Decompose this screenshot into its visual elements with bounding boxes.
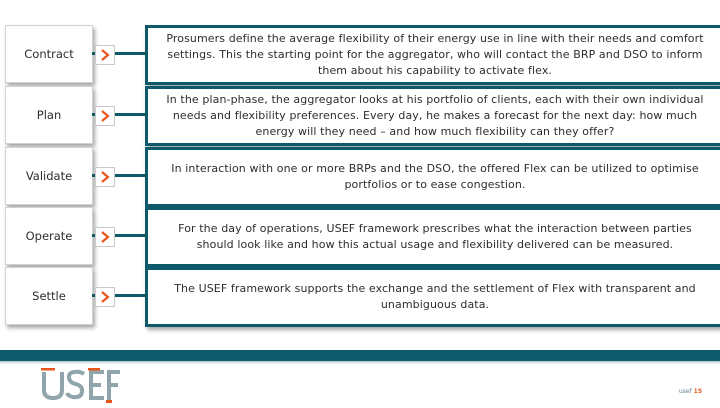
phase-description: In the plan-phase, the aggregator looks at his portfolio of clients, each with their own individual needs and flexibility preferences. Every day, he makes a forecast for the next day: how much energy will they need – and how much flexibility can they offer? [166,93,704,138]
phase-label: Settle [32,289,66,303]
phase-label-box [5,86,93,144]
phase-description-box [145,147,720,207]
phase-label-box [5,267,93,325]
phase-description: Prosumers define the average flexibility of their energy use in line with their needs and comfort settings. This the starting point for the aggregator, who will contact the BRP and DSO to inform them about his capability to activate flex. [166,32,704,77]
chevron-right-icon [95,45,115,65]
phase-row-plan [0,86,720,146]
phase-label-box [5,207,93,265]
phase-description: The USEF framework supports the exchange and the settlement of Flex with transparent and unambiguous data. [174,282,696,311]
phase-label-box [5,25,93,83]
phase-description: In interaction with one or more BRPs and the DSO, the offered Flex can be utilized to optimise portfolios or to ease congestion. [171,162,699,191]
page-number-value: 15 [693,388,702,395]
phase-label: Operate [25,229,73,243]
phase-row-settle [0,267,720,327]
phase-label: Validate [25,169,73,183]
phase-description-box [145,86,720,146]
phase-label: Plan [36,108,62,122]
phase-description-box [145,267,720,327]
chevron-right-icon [95,106,115,126]
page-number [679,388,702,395]
phase-label-box [5,147,93,205]
phase-row-contract [0,25,720,85]
chevron-right-icon [95,167,115,187]
phase-label: Contract [24,47,74,61]
chevron-right-icon [95,287,115,307]
usef-logo [40,364,126,408]
phase-description-box [145,207,720,267]
footer-bar [0,350,720,361]
phase-row-validate [0,147,720,207]
phase-description: For the day of operations, USEF framework prescribes what the interaction between parties should look like and how this actual usage and flexibility delivered can be measured. [178,222,692,251]
chevron-right-icon [95,227,115,247]
phase-row-operate [0,207,720,267]
page-prefix: usef [678,388,692,395]
phase-description-box [145,25,720,85]
